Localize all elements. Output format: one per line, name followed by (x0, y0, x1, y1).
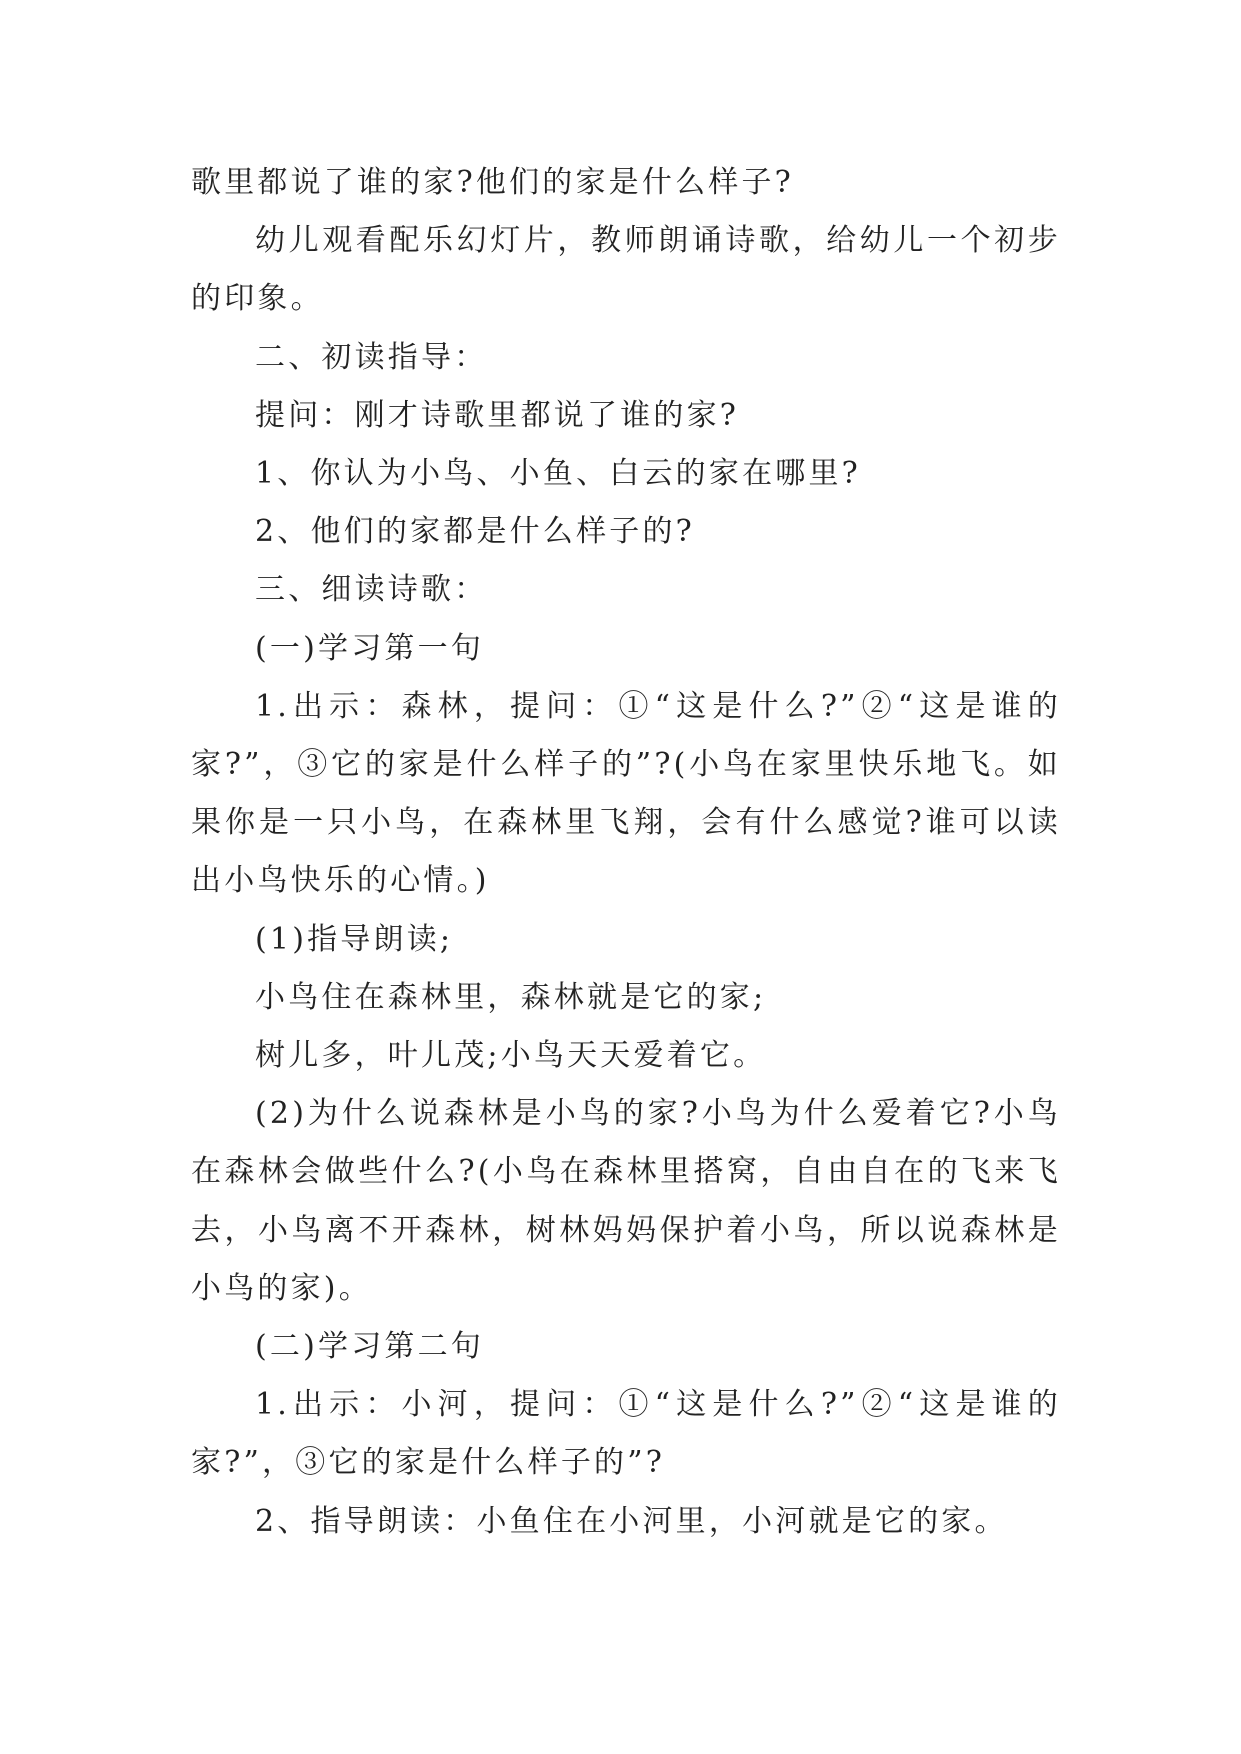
list-item: 2、指导朗读：小鱼住在小河里，小河就是它的家。 (255, 1503, 1008, 1539)
section-heading: 三、细读诗歌： (255, 572, 488, 608)
list-item: (1)指导朗读; (255, 921, 454, 957)
document-body (191, 154, 1061, 1551)
list-item: 1.出示：小河，提问：①“这是什么?”②“这是谁的家?”，③它的家是什么样子的”? (191, 1387, 1061, 1481)
poem-line: 树儿多，叶儿茂;小鸟天天爱着它。 (255, 1038, 767, 1074)
paragraph: 歌里都说了谁的家?他们的家是什么样子? (191, 165, 794, 200)
subsection-heading: (二)学习第二句 (255, 1329, 485, 1365)
paragraph: 幼儿观看配乐幻灯片，教师朗诵诗歌，给幼儿一个初步的印象。 (191, 223, 1061, 317)
paragraph: 提问：刚才诗歌里都说了谁的家? (255, 397, 740, 433)
subsection-heading: (一)学习第一句 (255, 630, 485, 666)
list-item: 1、你认为小鸟、小鱼、白云的家在哪里? (255, 456, 861, 492)
poem-line: 小鸟住在森林里，森林就是它的家; (255, 979, 767, 1015)
list-item: 2、他们的家都是什么样子的? (255, 514, 695, 550)
list-item: (2)为什么说森林是小鸟的家?小鸟为什么爱着它?小鸟在森林会做些什么?(小鸟在森林里搭窝，自由自在的飞来飞去，小鸟离不开森林，树林妈妈保护着小鸟，所以说森林是小鸟的家)。 (191, 1096, 1061, 1306)
list-item: 1.出示：森林，提问：①“这是什么?”②“这是谁的家?”，③它的家是什么样子的”?(小鸟在家里快乐地飞。如果你是一只小鸟，在森林里飞翔，会有什么感觉?谁可以读出小鸟快乐的心情。) (191, 688, 1061, 899)
section-heading: 二、初读指导： (255, 339, 488, 375)
